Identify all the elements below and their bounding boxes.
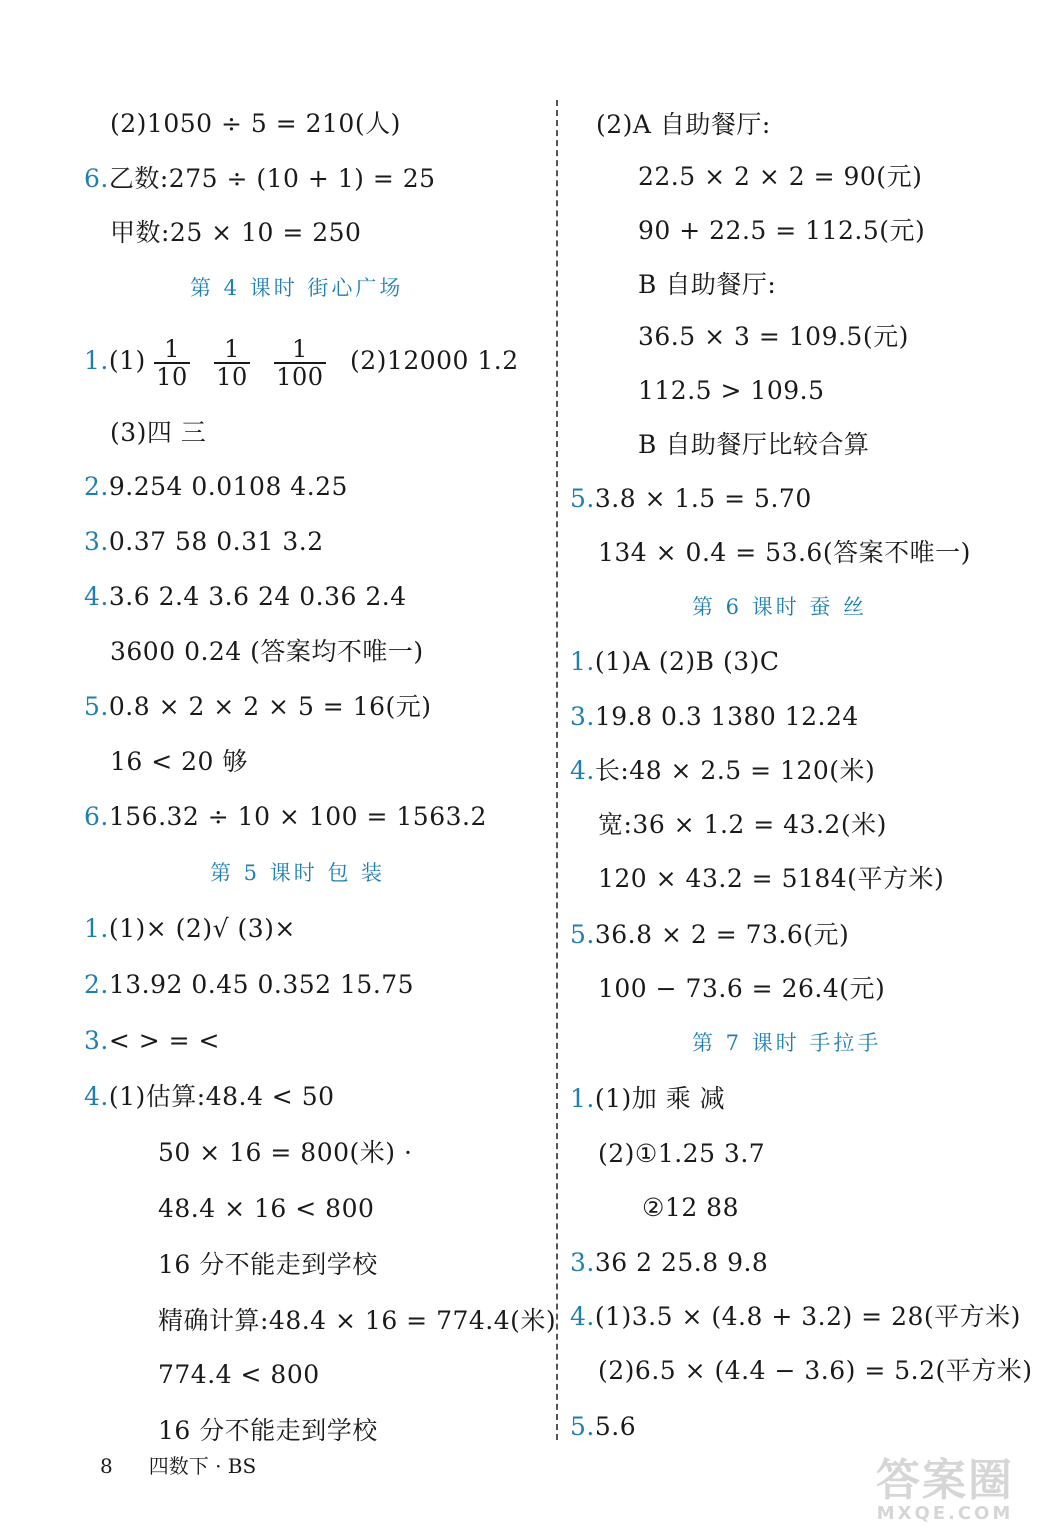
answer-text: 0.8 × 2 × 2 × 5 = 16(元) [108, 692, 432, 721]
fraction-numerator: 1 [154, 336, 190, 364]
question-number: 4. [570, 1302, 595, 1331]
answer-line [84, 800, 487, 834]
fraction-denominator: 100 [276, 362, 324, 391]
answer-text: 36 2 25.8 9.8 [594, 1248, 769, 1277]
answer-line: (3)四 三 [110, 418, 207, 447]
answer-text: < > = < [108, 1026, 220, 1055]
answer-line [84, 470, 348, 504]
page-number: 8 [100, 1454, 113, 1478]
answer-line: 3600 0.24 (答案均不唯一) [110, 637, 424, 666]
answer-line [84, 968, 414, 1002]
question-number: 1. [84, 914, 109, 943]
section-heading: 第 6 课时 蚕 丝 [692, 595, 868, 619]
question-number: 3. [570, 702, 595, 731]
answer-line: 112.5 > 109.5 [638, 376, 825, 405]
watermark-url: MXQE.COM [876, 1503, 1014, 1524]
answer-line [570, 1082, 725, 1116]
answer-line [84, 525, 324, 559]
question-number: 3. [84, 1026, 109, 1055]
question-number: 1. [84, 346, 109, 375]
answer-text: 19.8 0.3 1380 12.24 [594, 702, 859, 731]
page-footer [100, 1452, 256, 1480]
answer-line: (2)6.5 × (4.4 − 3.6) = 5.2(平方米) [598, 1356, 1033, 1385]
question-number: 1. [570, 1084, 595, 1113]
fraction-denominator: 10 [156, 362, 188, 391]
answer-line: (2)1050 ÷ 5 = 210(人) [110, 109, 401, 138]
answer-line [570, 1410, 636, 1444]
fraction-denominator: 10 [216, 362, 248, 391]
answer-line: 16 < 20 够 [110, 747, 248, 776]
answer-line: B 自助餐厅: [638, 270, 777, 299]
answer-text: (1)A (2)B (3)C [594, 647, 780, 676]
answer-line: 精确计算:48.4 × 16 = 774.4(米) [158, 1306, 557, 1335]
answer-line: (2)①1.25 3.7 [598, 1139, 766, 1168]
answer-line [570, 700, 859, 734]
watermark-logo [860, 1455, 1030, 1528]
answer-line [570, 482, 812, 516]
question-number: 2. [84, 970, 109, 999]
answer-text: 156.32 ÷ 10 × 100 = 1563.2 [108, 802, 487, 831]
question-number: 5. [570, 484, 595, 513]
answer-line [84, 334, 519, 390]
question-number: 4. [570, 756, 595, 785]
question-number: 3. [84, 527, 109, 556]
answer-line: 90 + 22.5 = 112.5(元) [638, 216, 926, 245]
answer-text: 3.6 2.4 3.6 24 0.36 2.4 [108, 582, 407, 611]
answer-line [570, 918, 849, 952]
section-heading: 第 7 课时 手拉手 [692, 1031, 882, 1055]
answer-line [570, 1300, 1021, 1334]
answer-line [84, 162, 436, 196]
answer-text: 0.37 58 0.31 3.2 [108, 527, 324, 556]
answer-line [570, 754, 875, 788]
answer-line: 22.5 × 2 × 2 = 90(元) [638, 162, 923, 191]
answer-text: (2)12000 1.2 [350, 346, 519, 375]
answer-text: (1) [108, 346, 146, 375]
question-number: 5. [570, 920, 595, 949]
answer-line [570, 645, 780, 679]
answer-line [84, 912, 296, 946]
question-number: 5. [84, 692, 109, 721]
answer-line: 16 分不能走到学校 [158, 1250, 378, 1279]
answer-line: 36.5 × 3 = 109.5(元) [638, 322, 909, 351]
answer-text: 13.92 0.45 0.352 15.75 [108, 970, 415, 999]
answer-line: 48.4 × 16 < 800 [158, 1194, 375, 1223]
answer-line: 100 − 73.6 = 26.4(元) [598, 974, 886, 1003]
answer-line: 16 分不能走到学校 [158, 1416, 378, 1445]
question-number: 4. [84, 1082, 109, 1111]
answer-line: 50 × 16 = 800(米) · [158, 1138, 413, 1167]
column-divider [556, 100, 558, 1440]
answer-line: 774.4 < 800 [158, 1360, 320, 1389]
answer-line [84, 580, 407, 614]
section-heading: 第 5 课时 包 装 [210, 861, 386, 885]
answer-line: 甲数:25 × 10 = 250 [110, 218, 362, 247]
question-number: 3. [570, 1248, 595, 1277]
answer-text: 长:48 × 2.5 = 120(米) [594, 756, 876, 785]
question-number: 1. [570, 647, 595, 676]
answer-line: 120 × 43.2 = 5184(平方米) [598, 864, 945, 893]
section-heading: 第 4 课时 街心广场 [190, 276, 404, 300]
answer-line: 宽:36 × 1.2 = 43.2(米) [598, 810, 887, 839]
answer-line: 134 × 0.4 = 53.6(答案不唯一) [598, 538, 971, 567]
answer-line [84, 1080, 335, 1114]
answer-line: B 自助餐厅比较合算 [638, 430, 870, 459]
answer-text: (1)3.5 × (4.8 + 3.2) = 28(平方米) [594, 1302, 1021, 1331]
answer-text: (1)× (2)√ (3)× [108, 914, 296, 943]
fraction-numerator: 1 [274, 336, 325, 364]
question-number: 5. [570, 1412, 595, 1441]
answer-line [84, 1024, 220, 1058]
fraction [154, 336, 190, 390]
fraction [214, 336, 250, 390]
watermark-text: 答案圈 [876, 1455, 1014, 1506]
book-label: 四数下 · BS [148, 1454, 257, 1478]
answer-text: 5.6 [594, 1412, 637, 1441]
answer-text: 3.8 × 1.5 = 5.70 [594, 484, 812, 513]
fraction-numerator: 1 [214, 336, 250, 364]
question-number: 6. [84, 164, 109, 193]
fraction [274, 336, 325, 390]
question-number: 6. [84, 802, 109, 831]
answer-text: 9.254 0.0108 4.25 [108, 472, 348, 501]
answer-text: (1)估算:48.4 < 50 [108, 1082, 335, 1111]
question-number: 4. [84, 582, 109, 611]
answer-line [570, 1246, 768, 1280]
answer-text: 36.8 × 2 = 73.6(元) [594, 920, 850, 949]
question-number: 2. [84, 472, 109, 501]
answer-line [84, 690, 432, 724]
answer-text: 乙数:275 ÷ (10 + 1) = 25 [108, 164, 436, 193]
answer-text: (1)加 乘 减 [594, 1084, 726, 1113]
answer-line: ②12 88 [642, 1193, 739, 1222]
answer-line: (2)A 自助餐厅: [596, 110, 771, 139]
